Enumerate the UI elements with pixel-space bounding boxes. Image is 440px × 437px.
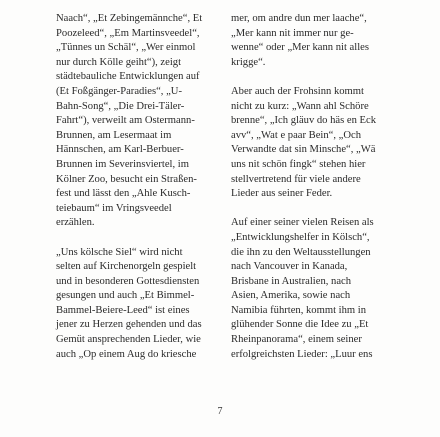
text-line: „Tünnes un Schäl“, „Wer einmol [56, 42, 196, 54]
text-line: Bammel-Beiere-Leed“ ist eines [56, 304, 190, 316]
text-line: Kölner Zoo, besucht ein Straßen- [56, 173, 197, 185]
text-line: krigge“. [231, 56, 266, 68]
left-text-column [56, 12, 252, 362]
text-line: jener zu Herzen gehenden und das [56, 319, 202, 331]
paragraph [231, 85, 411, 202]
text-line: Bahn-Song“, „Die Drei-Täler- [56, 100, 185, 112]
text-line: die ihn zu den Weltausstellungen [231, 246, 371, 258]
text-line: erfolgreichsten Lieder: „Luur ens [231, 348, 373, 360]
text-line: Poozeleed“, „Em Martinsveedel“, [56, 27, 200, 39]
paragraph [231, 216, 411, 362]
text-line: und in besonderen Gottesdiensten [56, 275, 200, 287]
paragraph-gap [231, 70, 411, 85]
paragraph-gap [231, 202, 411, 217]
paragraph-gap [56, 231, 252, 246]
text-line: erzählen. [56, 217, 95, 229]
text-line: „Mer kann nit immer nur ge- [231, 27, 354, 39]
text-line: (Et Foßgänger-Paradies“, „U- [56, 85, 182, 97]
text-line: stellvertretend für viele andere [231, 173, 361, 185]
text-line: gesungen und auch „Et Bimmel- [56, 290, 195, 302]
text-line: Namibia führten, kommt ihm in [231, 304, 367, 316]
text-line: nur durch Kölle geiht“), zeigt [56, 56, 182, 68]
text-line: wenne“ oder „Mer kann nit alles [231, 42, 369, 54]
text-line: Rheinpanorama“, einem seiner [231, 334, 362, 346]
paragraph [231, 12, 411, 70]
text-line: „Uns kölsche Siel“ wird nicht [56, 246, 183, 258]
text-line: uns nit schön fingk“ stehen hier [231, 158, 366, 170]
text-line: auch „Op einem Aug do kriesche [56, 348, 197, 360]
text-line: mer, om andre dun mer laache“, [231, 13, 367, 24]
text-line: brenne“, „Ich gläuv do häs en Eck [231, 115, 377, 127]
text-line: teiebaum“ im Vringsveedel [56, 202, 172, 214]
paragraph [56, 12, 252, 231]
text-line: Verwandte dat sin Minsche“, „Wä [231, 144, 376, 156]
text-line: nach Vancouver in Kanada, [231, 261, 348, 273]
page-number: 7 [217, 406, 223, 417]
right-text-column [231, 12, 411, 362]
text-line: Fahrt“), verweilt am Ostermann- [56, 115, 195, 127]
text-line: städtebauliche Entwicklungen auf [56, 71, 200, 83]
text-line: glühender Sonne die Idee zu „Et [231, 319, 369, 331]
text-line: Aber auch der Frohsinn kommt [231, 85, 364, 97]
text-line: Brisbane in Australien, nach [231, 275, 352, 287]
text-line: avv“, „Wat e paar Bein“, „Och [231, 129, 362, 141]
text-line: Asien, Amerika, sowie nach [231, 290, 351, 302]
text-line: Gemüt ansprechenden Lieder, wie [56, 334, 201, 346]
text-line: „Entwicklungshelfer in Kölsch“, [231, 231, 370, 243]
text-line: Naach“, „Et Zebingemännche“, Et [56, 13, 203, 24]
text-line: Auf einer seiner vielen Reisen als [231, 217, 374, 229]
paragraph [56, 246, 252, 363]
text-line: selten auf Kirchenorgeln gespielt [56, 261, 197, 273]
text-line: nicht zu kurz: „Wann ahl Schöre [231, 100, 369, 112]
text-line: fest und lässt den „Ahle Kusch- [56, 188, 191, 200]
text-line: Brunnen im Severinsviertel, im [56, 158, 189, 170]
text-line: Hännschen, am Karl-Berbuer- [56, 144, 184, 156]
text-line: Brunnen, am Lesermaat im [56, 129, 172, 141]
text-line: Lieder aus seiner Feder. [231, 188, 333, 200]
